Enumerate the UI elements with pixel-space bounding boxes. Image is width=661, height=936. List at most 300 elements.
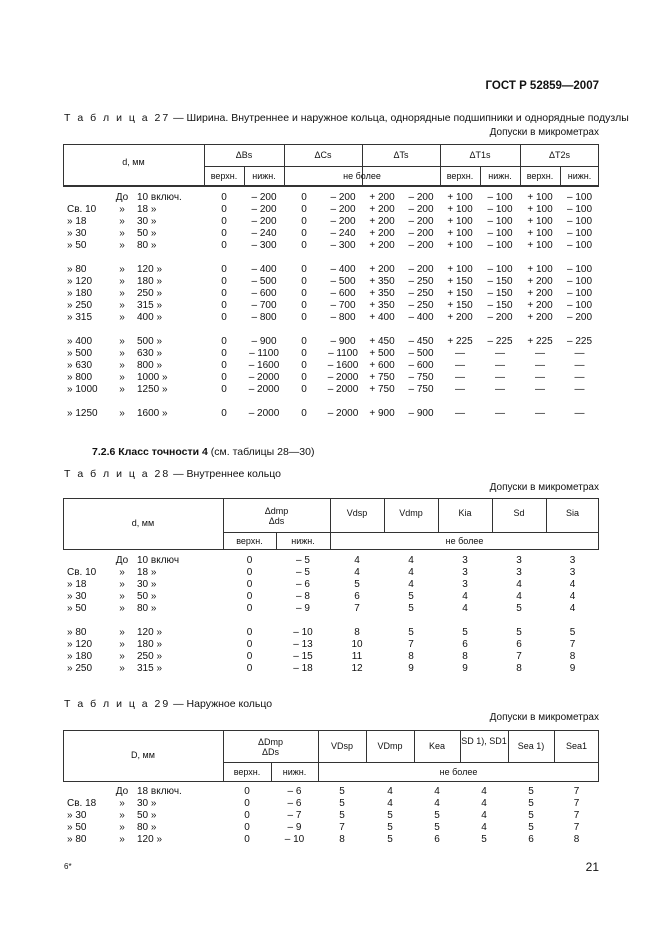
table-cell: + 750 xyxy=(369,372,395,383)
table-cell: 0 xyxy=(246,651,253,662)
table-cell: 18 » xyxy=(137,567,157,578)
table-cell: 0 xyxy=(301,336,307,347)
t27-sub-upper-t2: верхн. xyxy=(526,171,554,181)
table-cell: + 200 xyxy=(527,300,553,311)
table-cell: 315 » xyxy=(137,663,163,674)
table-cell: » xyxy=(119,216,125,227)
table-cell: 8 xyxy=(408,651,414,662)
table-cell: 4 xyxy=(408,567,414,578)
table-cell: + 200 xyxy=(447,312,473,323)
table-cell: 5 xyxy=(408,627,414,638)
table-row xyxy=(63,192,599,204)
page-number: 21 xyxy=(585,860,599,874)
table-cell: 0 xyxy=(221,204,227,215)
table-cell: » 180 xyxy=(67,288,93,299)
table-cell: + 200 xyxy=(369,228,395,239)
table-cell: » xyxy=(119,336,125,347)
table-cell: + 100 xyxy=(447,204,473,215)
table-cell: 120 » xyxy=(137,834,163,845)
table-cell: + 200 xyxy=(369,192,395,203)
table-cell: 5 xyxy=(387,822,393,833)
table-row xyxy=(63,204,599,216)
table-row xyxy=(63,822,599,834)
table-cell: 0 xyxy=(221,240,227,251)
table-cell: – 200 xyxy=(251,204,277,215)
table-cell: – 100 xyxy=(487,228,513,239)
table29-title: — Наружное кольцо xyxy=(170,698,273,710)
table28-label: Т а б л и ц а 28 xyxy=(64,468,171,480)
table-cell: + 450 xyxy=(369,336,395,347)
table-cell: 5 xyxy=(434,810,440,821)
table-cell: 0 xyxy=(246,603,253,614)
table-cell: 6 xyxy=(516,639,522,650)
table-cell: – 5 xyxy=(296,567,310,578)
table-cell: 7 xyxy=(573,822,580,833)
table-cell: – 800 xyxy=(330,312,356,323)
table-cell: — xyxy=(495,360,505,371)
table-cell: 1600 » xyxy=(137,408,168,419)
table-cell: 5 xyxy=(354,579,360,590)
table-cell: 0 xyxy=(301,348,307,359)
table-cell: – 15 xyxy=(293,651,313,662)
table-cell: – 9 xyxy=(287,822,302,833)
table-cell: 0 xyxy=(301,216,307,227)
table-cell: » 180 xyxy=(67,651,93,662)
table-cell: + 100 xyxy=(447,228,473,239)
table-cell: + 750 xyxy=(369,384,395,395)
table-row xyxy=(63,300,599,312)
table-cell: — xyxy=(535,348,545,359)
table-cell: – 225 xyxy=(487,336,513,347)
table-cell: 0 xyxy=(301,312,307,323)
table-cell: — xyxy=(495,348,505,359)
table-cell: 4 xyxy=(481,810,487,821)
table-cell: 5 xyxy=(339,810,345,821)
table-cell: » 80 xyxy=(67,834,87,845)
table-cell: – 240 xyxy=(330,228,356,239)
table-cell: 0 xyxy=(221,192,227,203)
table-cell: 4 xyxy=(516,579,522,590)
table-cell: + 225 xyxy=(527,336,553,347)
table28-title: — Внутреннее кольцо xyxy=(170,468,281,480)
table-cell: – 10 xyxy=(284,834,305,845)
table-cell: – 2000 xyxy=(327,372,359,383)
table-cell: – 100 xyxy=(566,228,593,239)
table29-caption xyxy=(64,698,272,710)
table-cell: — xyxy=(495,408,505,419)
table-cell: » xyxy=(119,240,125,251)
section-heading xyxy=(92,446,314,458)
table-cell: – 225 xyxy=(566,336,593,347)
table-row xyxy=(63,408,599,420)
table-cell: + 200 xyxy=(369,264,395,275)
t29-sub-lower: нижн. xyxy=(282,767,307,777)
table-cell: 4 xyxy=(516,591,522,602)
table-cell: – 250 xyxy=(408,300,434,311)
table-cell: 7 xyxy=(354,603,360,614)
table-cell: 9 xyxy=(408,663,414,674)
table-cell: – 13 xyxy=(293,639,313,650)
t29-col-sd: SD 1), SD1 xyxy=(461,736,507,746)
table-cell: – 200 xyxy=(330,192,356,203)
table-cell: – 200 xyxy=(330,204,356,215)
table-cell: – 450 xyxy=(408,336,434,347)
table-cell: 30 » xyxy=(137,216,157,227)
table-cell: 3 xyxy=(462,555,468,566)
table-cell: – 200 xyxy=(408,240,434,251)
t27-sub-upper: верхн. xyxy=(210,171,238,181)
table-cell: — xyxy=(455,360,465,371)
table-cell: » xyxy=(119,348,125,359)
section-number: 7.2.6 xyxy=(92,446,116,458)
table-cell: – 2000 xyxy=(327,408,359,419)
table-cell: – 100 xyxy=(487,216,513,227)
section-title: Класс точности 4 xyxy=(118,446,208,458)
table-cell: + 150 xyxy=(447,300,473,311)
table-cell: 4 xyxy=(408,555,414,566)
table-cell: 315 » xyxy=(137,300,163,311)
table-cell: + 200 xyxy=(527,276,553,287)
table-cell: 630 » xyxy=(137,348,163,359)
table-cell: 3 xyxy=(462,579,468,590)
table-cell xyxy=(63,192,107,204)
table-cell: – 1100 xyxy=(249,348,279,359)
table-cell: » xyxy=(119,651,125,662)
table-cell: 0 xyxy=(221,300,227,311)
table-cell: – 200 xyxy=(251,192,277,203)
table-cell: 0 xyxy=(246,555,253,566)
table-cell: – 300 xyxy=(251,240,277,251)
table-cell: 5 xyxy=(481,834,487,845)
table-cell: 0 xyxy=(221,348,227,359)
table-cell: — xyxy=(455,408,465,419)
t28-col-vdsp: Vdsp xyxy=(346,508,368,518)
table-cell: » xyxy=(119,567,125,578)
table-cell: 11 xyxy=(351,651,363,662)
table-cell: — xyxy=(574,408,585,419)
table-cell: – 6 xyxy=(296,579,310,590)
table-cell: » 1000 xyxy=(67,384,98,395)
t27-group-t2s: ΔT2s xyxy=(548,150,570,160)
table-cell: 4 xyxy=(481,822,487,833)
table-cell: + 400 xyxy=(369,312,395,323)
t28-col-sd: Sd xyxy=(513,508,525,518)
table-cell: » xyxy=(119,639,125,650)
table-cell: » xyxy=(119,822,125,833)
standard-number: ГОСТ Р 52859—2007 xyxy=(485,80,599,92)
t27-col-d: d, мм xyxy=(122,157,145,167)
table-cell: » xyxy=(119,288,125,299)
table-cell: 50 » xyxy=(137,591,157,602)
table-cell: + 100 xyxy=(447,264,473,275)
table-cell: 10 xyxy=(351,639,363,650)
table-cell: 120 » xyxy=(137,627,163,638)
table-cell: 0 xyxy=(301,372,307,383)
table-cell: 0 xyxy=(244,834,250,845)
table-cell: + 200 xyxy=(527,312,553,323)
table-cell: 0 xyxy=(301,384,307,395)
table-cell: – 100 xyxy=(566,192,593,203)
table-cell: 4 xyxy=(462,603,468,614)
table-cell: 0 xyxy=(301,264,307,275)
table-cell: » xyxy=(119,360,125,371)
table-cell: – 100 xyxy=(566,300,593,311)
t28-sub-lower: нижн. xyxy=(291,536,315,546)
table-cell: – 200 xyxy=(408,264,434,275)
table-cell: 0 xyxy=(301,240,307,251)
table-cell: » 50 xyxy=(67,603,87,614)
table-cell: – 200 xyxy=(408,192,434,203)
table-cell: » 18 xyxy=(67,216,87,227)
table-cell: – 2000 xyxy=(248,384,280,395)
table-cell: 800 » xyxy=(137,360,163,371)
table-cell: – 750 xyxy=(408,384,434,395)
table-cell: 7 xyxy=(516,651,522,662)
table-cell: 7 xyxy=(339,822,345,833)
table-cell: 8 xyxy=(516,663,522,674)
table-cell: + 100 xyxy=(447,216,473,227)
table-cell: 0 xyxy=(301,360,307,371)
table-cell: 0 xyxy=(246,591,253,602)
table-row xyxy=(63,264,599,276)
table-cell: 5 xyxy=(408,603,414,614)
table-cell: 0 xyxy=(246,627,253,638)
table-cell: 0 xyxy=(221,228,227,239)
table-cell: 7 xyxy=(573,810,580,821)
t29-col-sea: Sea 1) xyxy=(517,741,545,751)
table-cell: » xyxy=(119,312,125,323)
table-cell: 0 xyxy=(221,312,227,323)
table-cell: До xyxy=(115,192,129,203)
table-cell: — xyxy=(535,408,545,419)
table-cell: 18 включ. xyxy=(137,786,182,797)
table-cell: – 100 xyxy=(487,204,513,215)
table-cell: 3 xyxy=(569,567,576,578)
table27-caption xyxy=(64,112,629,124)
table-cell: 4 xyxy=(387,786,393,797)
table-cell: 6 xyxy=(528,834,534,845)
sheet-mark: 6* xyxy=(64,862,72,871)
table-cell: 0 xyxy=(246,567,253,578)
table-cell: » 630 xyxy=(67,360,93,371)
t28-col-vdmp: Vdmp xyxy=(399,508,423,518)
table-cell: 0 xyxy=(301,288,307,299)
table-cell: » 80 xyxy=(67,627,87,638)
table-cell: – 500 xyxy=(408,348,434,359)
table-cell: – 100 xyxy=(566,240,593,251)
table-cell: 50 » xyxy=(137,228,157,239)
table-cell: — xyxy=(455,384,465,395)
table-cell: » xyxy=(119,228,125,239)
table-cell: » xyxy=(119,810,125,821)
table-cell: 80 » xyxy=(137,822,157,833)
table-cell: » 30 xyxy=(67,591,87,602)
t29-sub-upper: верхн. xyxy=(233,767,261,777)
table-cell: 50 » xyxy=(137,810,157,821)
table27-title: — Ширина. Внутреннее и наружное кольца, однорядные подшипники и однорядные подузлы xyxy=(170,112,629,124)
table-cell: 80 » xyxy=(137,603,157,614)
table-cell: » xyxy=(119,408,125,419)
table-cell: 4 xyxy=(387,798,393,809)
table-cell: – 1100 xyxy=(328,348,358,359)
table-cell: 4 xyxy=(481,798,487,809)
table-cell: 6 xyxy=(434,834,440,845)
table-cell: + 225 xyxy=(447,336,473,347)
table-cell: + 100 xyxy=(527,204,553,215)
table-cell: 5 xyxy=(528,822,534,833)
table-cell: – 400 xyxy=(251,264,277,275)
table-cell: 9 xyxy=(569,663,576,674)
table-cell: 0 xyxy=(221,276,227,287)
table-cell: 5 xyxy=(516,627,522,638)
table-cell: – 500 xyxy=(330,276,356,287)
t29-col-vdmp: VDmp xyxy=(377,741,403,751)
table-cell: – 900 xyxy=(330,336,356,347)
table-cell: 12 xyxy=(351,663,363,674)
table-cell: – 600 xyxy=(251,288,277,299)
table-cell: – 100 xyxy=(487,192,513,203)
t29-col-sea1: Sea1 xyxy=(565,741,588,751)
table-cell: 0 xyxy=(246,663,253,674)
table-cell: 0 xyxy=(246,579,253,590)
table-cell: + 100 xyxy=(527,240,553,251)
table-cell: » xyxy=(119,276,125,287)
table-cell: – 100 xyxy=(566,216,593,227)
table-cell: 80 » xyxy=(137,240,157,251)
table-cell: 0 xyxy=(244,810,250,821)
table-cell: » xyxy=(119,579,125,590)
table-cell: – 600 xyxy=(408,360,434,371)
table-cell: – 800 xyxy=(251,312,277,323)
table-cell: 4 xyxy=(354,555,360,566)
table-cell: + 100 xyxy=(527,216,553,227)
table-cell: 0 xyxy=(301,300,307,311)
table-cell: – 750 xyxy=(408,372,434,383)
table-cell: » 250 xyxy=(67,663,93,674)
table-cell: 0 xyxy=(244,822,250,833)
table-cell: + 100 xyxy=(527,192,553,203)
table-cell: » 250 xyxy=(67,300,93,311)
table-cell: 120 » xyxy=(137,264,163,275)
table-cell: 9 xyxy=(462,663,468,674)
table-cell: — xyxy=(574,372,585,383)
table-cell: 250 » xyxy=(137,651,163,662)
t29-col-kea: Kea xyxy=(428,741,445,751)
table-cell: 3 xyxy=(569,555,576,566)
table-cell: 7 xyxy=(569,639,576,650)
table-row xyxy=(63,336,599,348)
t27-no-more: не более xyxy=(343,171,381,181)
table-cell: – 2000 xyxy=(248,372,280,383)
t28-col-d: d, мм xyxy=(131,518,155,528)
t28-sub-upper: верхн. xyxy=(236,536,263,546)
table-cell: + 350 xyxy=(369,288,395,299)
table28-body xyxy=(63,555,599,675)
t29-no-more: не более xyxy=(439,767,478,777)
table-cell: 7 xyxy=(573,798,580,809)
table-cell: Св. 10 xyxy=(67,204,97,215)
table-cell: – 7 xyxy=(287,810,302,821)
table-cell: 4 xyxy=(569,579,576,590)
table-cell: 180 » xyxy=(137,639,163,650)
t28-no-more: не более xyxy=(445,536,484,546)
table-cell: » 80 xyxy=(67,264,87,275)
table-cell: 8 xyxy=(339,834,345,845)
table-cell: 0 xyxy=(301,204,307,215)
table-cell: — xyxy=(455,372,465,383)
table-cell: 4 xyxy=(481,786,487,797)
table-cell: – 700 xyxy=(251,300,277,311)
table-cell: 5 xyxy=(339,786,345,797)
table-cell: + 350 xyxy=(369,276,395,287)
table29-label: Т а б л и ц а 29 xyxy=(64,698,171,710)
table-cell: 4 xyxy=(408,579,414,590)
table-cell: » 50 xyxy=(67,822,87,833)
t27-group-cs: ΔCs xyxy=(314,150,332,160)
table-cell: + 100 xyxy=(447,192,473,203)
table-cell: – 250 xyxy=(408,276,434,287)
table-cell: 5 xyxy=(339,798,345,809)
table-cell: » xyxy=(119,384,125,395)
table-row xyxy=(63,276,599,288)
table-row xyxy=(63,372,599,384)
table-cell: – 10 xyxy=(293,627,313,638)
table-cell: + 200 xyxy=(369,216,395,227)
table-cell: » 30 xyxy=(67,810,87,821)
table-cell: 0 xyxy=(221,384,227,395)
table-cell: » 18 xyxy=(67,579,87,590)
table-cell: – 100 xyxy=(566,288,593,299)
table-cell: » 50 xyxy=(67,240,87,251)
table-cell: – 2000 xyxy=(327,384,359,395)
t28-col-kia: Kia xyxy=(458,508,472,518)
table-cell: 4 xyxy=(569,603,576,614)
table-cell: – 150 xyxy=(487,288,513,299)
table-cell: — xyxy=(535,372,545,383)
table-cell: 6 xyxy=(354,591,360,602)
table-cell: – 8 xyxy=(296,591,310,602)
table-cell: » 30 xyxy=(67,228,87,239)
table27-label: Т а б л и ц а 27 xyxy=(64,112,171,124)
table-cell: – 200 xyxy=(408,204,434,215)
table-cell: + 150 xyxy=(447,288,473,299)
t27-group-t1s: ΔT1s xyxy=(469,150,491,160)
table-cell: 5 xyxy=(528,810,534,821)
table-cell: 18 » xyxy=(137,204,157,215)
table-cell: 0 xyxy=(221,264,227,275)
table-cell: 0 xyxy=(221,216,227,227)
table-row xyxy=(63,555,599,567)
t29-col-d: D, мм xyxy=(131,750,155,760)
table-row xyxy=(63,312,599,324)
table-row xyxy=(63,348,599,360)
table-cell: 250 » xyxy=(137,288,163,299)
table-row xyxy=(63,591,599,603)
table-row xyxy=(63,651,599,663)
table-cell: 4 xyxy=(462,591,468,602)
t27-sub-upper-t1: верхн. xyxy=(446,171,474,181)
table-row xyxy=(63,798,599,810)
table-cell: – 900 xyxy=(251,336,277,347)
table-cell: 5 xyxy=(387,810,393,821)
table-cell: 8 xyxy=(354,627,360,638)
table-row xyxy=(63,603,599,615)
table-cell: » 120 xyxy=(67,639,93,650)
table29-body xyxy=(63,786,599,846)
table-cell: 1000 » xyxy=(137,372,168,383)
table-cell: – 500 xyxy=(251,276,277,287)
table-cell: – 2000 xyxy=(248,408,280,419)
